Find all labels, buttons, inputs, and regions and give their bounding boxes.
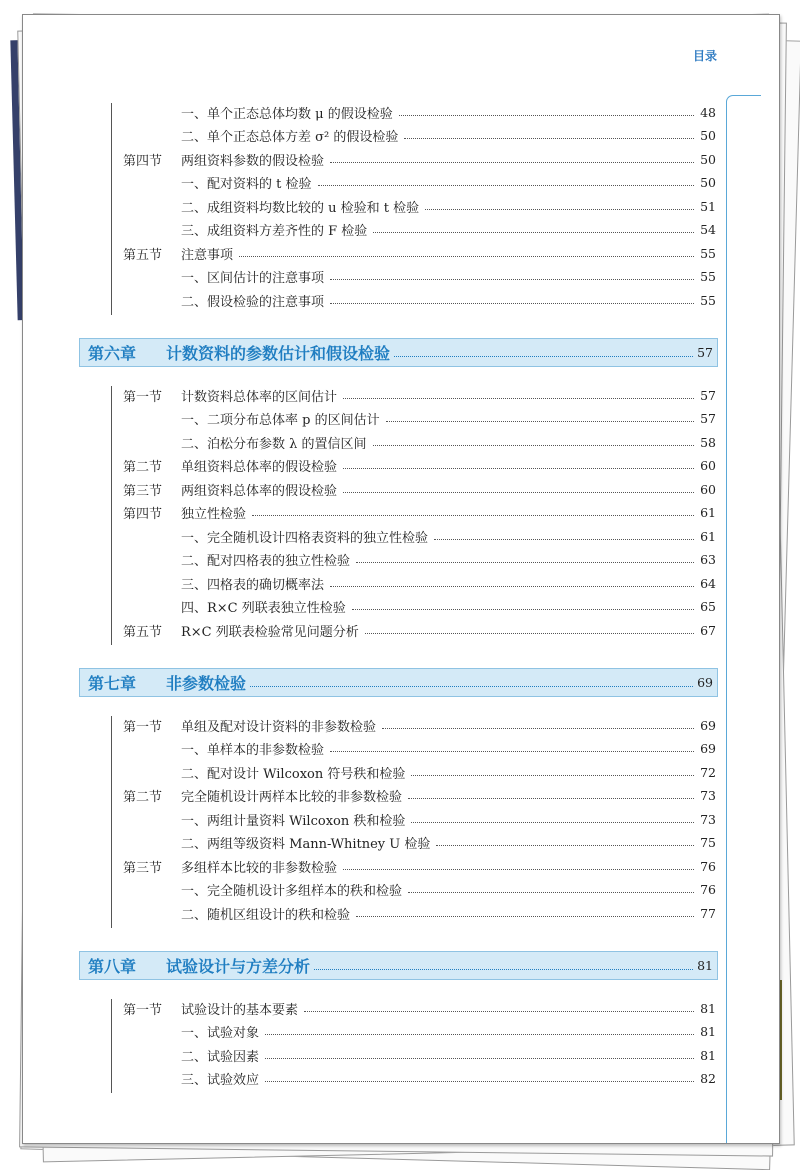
- entry-title: 二、配对设计 Wilcoxon 符号秩和检验: [181, 766, 406, 782]
- section-number: 第三节: [123, 483, 163, 499]
- page-number: 48: [700, 104, 716, 120]
- toc-section-entry[interactable]: [123, 855, 716, 877]
- page-number: 67: [700, 622, 716, 638]
- entry-title: 二、泊松分布参数 λ 的置信区间: [181, 436, 367, 452]
- entry-title: 二、随机区组设计的秩和检验: [181, 907, 351, 923]
- toc-page: [22, 14, 780, 1144]
- dot-leader: [265, 1034, 694, 1035]
- page-header-title: 目录: [692, 49, 717, 63]
- entry-title: 二、成组资料均数比较的 u 检验和 t 检验: [181, 200, 420, 216]
- entry-title: 二、配对四格表的独立性检验: [181, 554, 351, 569]
- toc-subsection-entry[interactable]: [181, 1044, 716, 1066]
- chapter-number: 第六章: [88, 344, 137, 363]
- toc-subsection-entry[interactable]: [181, 525, 716, 547]
- dot-leader: [330, 279, 694, 280]
- page-number: 73: [700, 811, 716, 827]
- dot-leader: [250, 686, 693, 687]
- toc-subsection-entry[interactable]: [181, 219, 716, 241]
- page-number: 73: [700, 788, 716, 803]
- chapter-number: 第八章: [88, 957, 137, 976]
- dot-leader: [436, 845, 694, 846]
- dot-leader: [343, 492, 694, 493]
- dot-leader: [394, 356, 693, 357]
- entry-title: R×C 列联表检验常见问题分析: [181, 624, 359, 640]
- toc-subsection-entry[interactable]: [181, 549, 716, 571]
- toc-section-entry[interactable]: [123, 502, 716, 524]
- page-number: 50: [700, 128, 716, 143]
- entry-title: 单组及配对设计资料的非参数检验: [181, 719, 377, 735]
- entry-title: 一、单样本的非参数检验: [181, 743, 325, 758]
- page-number: 81: [697, 958, 713, 973]
- toc-subsection-entry[interactable]: [181, 808, 716, 830]
- page-number: 81: [700, 1047, 716, 1063]
- page-number: 61: [700, 505, 716, 520]
- page-number: 57: [697, 345, 713, 360]
- toc-section-entry[interactable]: [123, 242, 716, 264]
- toc-subsection-entry[interactable]: [181, 761, 716, 783]
- page-number: 64: [700, 575, 716, 591]
- page-number: 58: [700, 434, 716, 450]
- dot-leader: [356, 916, 694, 917]
- page-number: 69: [700, 717, 716, 733]
- dot-leader: [365, 633, 694, 634]
- dot-leader: [404, 138, 694, 139]
- entry-title: 一、二项分布总体率 p 的区间估计: [181, 413, 380, 428]
- dot-leader: [252, 515, 694, 516]
- toc-subsection-entry[interactable]: [181, 408, 716, 430]
- dot-leader: [411, 775, 694, 776]
- page-number: 63: [700, 552, 716, 567]
- dot-leader: [343, 468, 694, 469]
- entry-title: 试验设计的基本要素: [181, 1002, 299, 1018]
- entry-title: 二、假设检验的注意事项: [181, 294, 325, 310]
- entry-title: 三、四格表的确切概率法: [181, 577, 325, 593]
- entry-title: 一、完全随机设计多组样本的秩和检验: [181, 884, 403, 899]
- table-of-contents: [23, 15, 779, 1143]
- dot-leader: [239, 256, 694, 257]
- dot-leader: [304, 1011, 694, 1012]
- entry-title: 注意事项: [181, 247, 234, 263]
- page-number: 75: [700, 835, 716, 850]
- toc-section-entry[interactable]: [123, 455, 716, 477]
- entry-title: 一、单个正态总体均数 μ 的假设检验: [181, 106, 393, 122]
- toc-subsection-entry[interactable]: [181, 738, 716, 760]
- toc-subsection-entry[interactable]: [181, 431, 716, 453]
- page-number: 57: [700, 387, 716, 403]
- toc-subsection-entry[interactable]: [181, 902, 716, 924]
- dot-leader: [373, 232, 694, 233]
- section-number: 第一节: [123, 719, 163, 735]
- page-number: 82: [700, 1071, 716, 1086]
- page-number: 50: [700, 175, 716, 190]
- page-number: 50: [700, 151, 716, 167]
- page-number: 65: [700, 599, 716, 614]
- entry-title: 二、试验因素: [181, 1049, 260, 1065]
- dot-leader: [318, 185, 695, 186]
- page-number: 55: [700, 269, 716, 284]
- dot-leader: [352, 609, 694, 610]
- entry-title: 一、区间估计的注意事项: [181, 271, 325, 286]
- dot-leader: [434, 539, 694, 540]
- entry-title: 四、R×C 列联表独立性检验: [181, 601, 346, 616]
- dot-leader: [343, 869, 694, 870]
- dot-leader: [411, 822, 694, 823]
- page-number: 61: [700, 528, 716, 544]
- dot-leader: [330, 751, 694, 752]
- section-number: 第五节: [123, 247, 163, 263]
- dot-leader: [382, 728, 694, 729]
- entry-title: 一、试验对象: [181, 1026, 260, 1041]
- dot-leader: [399, 115, 694, 116]
- dot-leader: [265, 1081, 694, 1082]
- entry-title: 一、配对资料的 t 检验: [181, 177, 312, 192]
- entry-title: 独立性检验: [181, 507, 247, 522]
- section-number: 第四节: [123, 153, 163, 169]
- page-number: 55: [700, 292, 716, 308]
- toc-subsection-entry[interactable]: [181, 1068, 716, 1090]
- section-number: 第一节: [123, 389, 163, 405]
- toc-subsection-entry[interactable]: [181, 289, 716, 311]
- page-number: 57: [700, 411, 716, 426]
- entry-title: 二、单个正态总体方差 σ² 的假设检验: [181, 130, 399, 145]
- toc-section-entry[interactable]: [123, 384, 716, 406]
- dot-leader: [330, 162, 694, 163]
- page-number: 81: [700, 1000, 716, 1016]
- toc-section-entry[interactable]: [123, 619, 716, 641]
- dot-leader: [386, 421, 694, 422]
- dot-leader: [330, 303, 694, 304]
- dot-leader: [330, 586, 694, 587]
- section-number: 第二节: [123, 460, 163, 475]
- chapter-heading[interactable]: [79, 338, 718, 367]
- page-number: 60: [700, 458, 716, 473]
- entry-title: 完全随机设计两样本比较的非参数检验: [181, 790, 403, 805]
- dot-leader: [314, 969, 693, 970]
- chapter-heading[interactable]: [79, 951, 718, 980]
- dot-leader: [343, 398, 694, 399]
- toc-subsection-entry[interactable]: [181, 125, 716, 147]
- section-number: 第二节: [123, 790, 163, 805]
- toc-section-entry[interactable]: [123, 785, 716, 807]
- toc-subsection-entry[interactable]: [181, 572, 716, 594]
- page-number: 69: [700, 741, 716, 756]
- toc-subsection-entry[interactable]: [181, 172, 716, 194]
- toc-subsection-entry[interactable]: [181, 101, 716, 123]
- dot-leader: [408, 798, 694, 799]
- dot-leader: [425, 209, 694, 210]
- page-number: 72: [700, 764, 716, 780]
- page-number: 51: [700, 198, 716, 214]
- chapter-number: 第七章: [88, 674, 137, 693]
- page-number: 76: [700, 882, 716, 897]
- page-number: 77: [700, 905, 716, 921]
- toc-subsection-entry[interactable]: [181, 832, 716, 854]
- dot-leader: [356, 562, 694, 563]
- chapter-title: 试验设计与方差分析: [166, 957, 311, 976]
- section-number: 第五节: [123, 624, 163, 640]
- page-number: 55: [700, 245, 716, 261]
- chapter-title: 非参数检验: [166, 674, 247, 693]
- chapter-heading[interactable]: [79, 668, 718, 697]
- toc-subsection-entry[interactable]: [181, 596, 716, 618]
- entry-title: 多组样本比较的非参数检验: [181, 860, 338, 876]
- entry-title: 两组资料总体率的假设检验: [181, 483, 338, 499]
- dot-leader: [408, 892, 694, 893]
- entry-title: 二、两组等级资料 Mann-Whitney U 检验: [181, 837, 431, 852]
- entry-title: 一、两组计量资料 Wilcoxon 秩和检验: [181, 813, 406, 829]
- toc-section-entry[interactable]: [123, 997, 716, 1019]
- toc-section-entry[interactable]: [123, 478, 716, 500]
- entry-title: 三、试验效应: [181, 1073, 260, 1088]
- section-number: 第三节: [123, 860, 163, 876]
- entry-title: 一、完全随机设计四格表资料的独立性检验: [181, 530, 429, 546]
- toc-section-entry[interactable]: [123, 148, 716, 170]
- toc-section-entry[interactable]: [123, 714, 716, 736]
- page-number: 54: [700, 222, 716, 237]
- entry-title: 两组资料参数的假设检验: [181, 153, 325, 169]
- section-number: 第四节: [123, 507, 163, 522]
- entry-title: 三、成组资料方差齐性的 F 检验: [181, 224, 368, 239]
- chapter-title: 计数资料的参数估计和假设检验: [166, 344, 391, 363]
- page-number: 81: [700, 1024, 716, 1039]
- toc-subsection-entry[interactable]: [181, 195, 716, 217]
- page-number: 69: [697, 675, 713, 690]
- page-number: 76: [700, 858, 716, 874]
- entry-title: 单组资料总体率的假设检验: [181, 460, 338, 475]
- dot-leader: [373, 445, 694, 446]
- page-number: 60: [700, 481, 716, 497]
- toc-subsection-entry[interactable]: [181, 266, 716, 288]
- toc-subsection-entry[interactable]: [181, 1021, 716, 1043]
- toc-subsection-entry[interactable]: [181, 879, 716, 901]
- entry-title: 计数资料总体率的区间估计: [181, 389, 338, 405]
- dot-leader: [265, 1058, 694, 1059]
- section-number: 第一节: [123, 1002, 163, 1018]
